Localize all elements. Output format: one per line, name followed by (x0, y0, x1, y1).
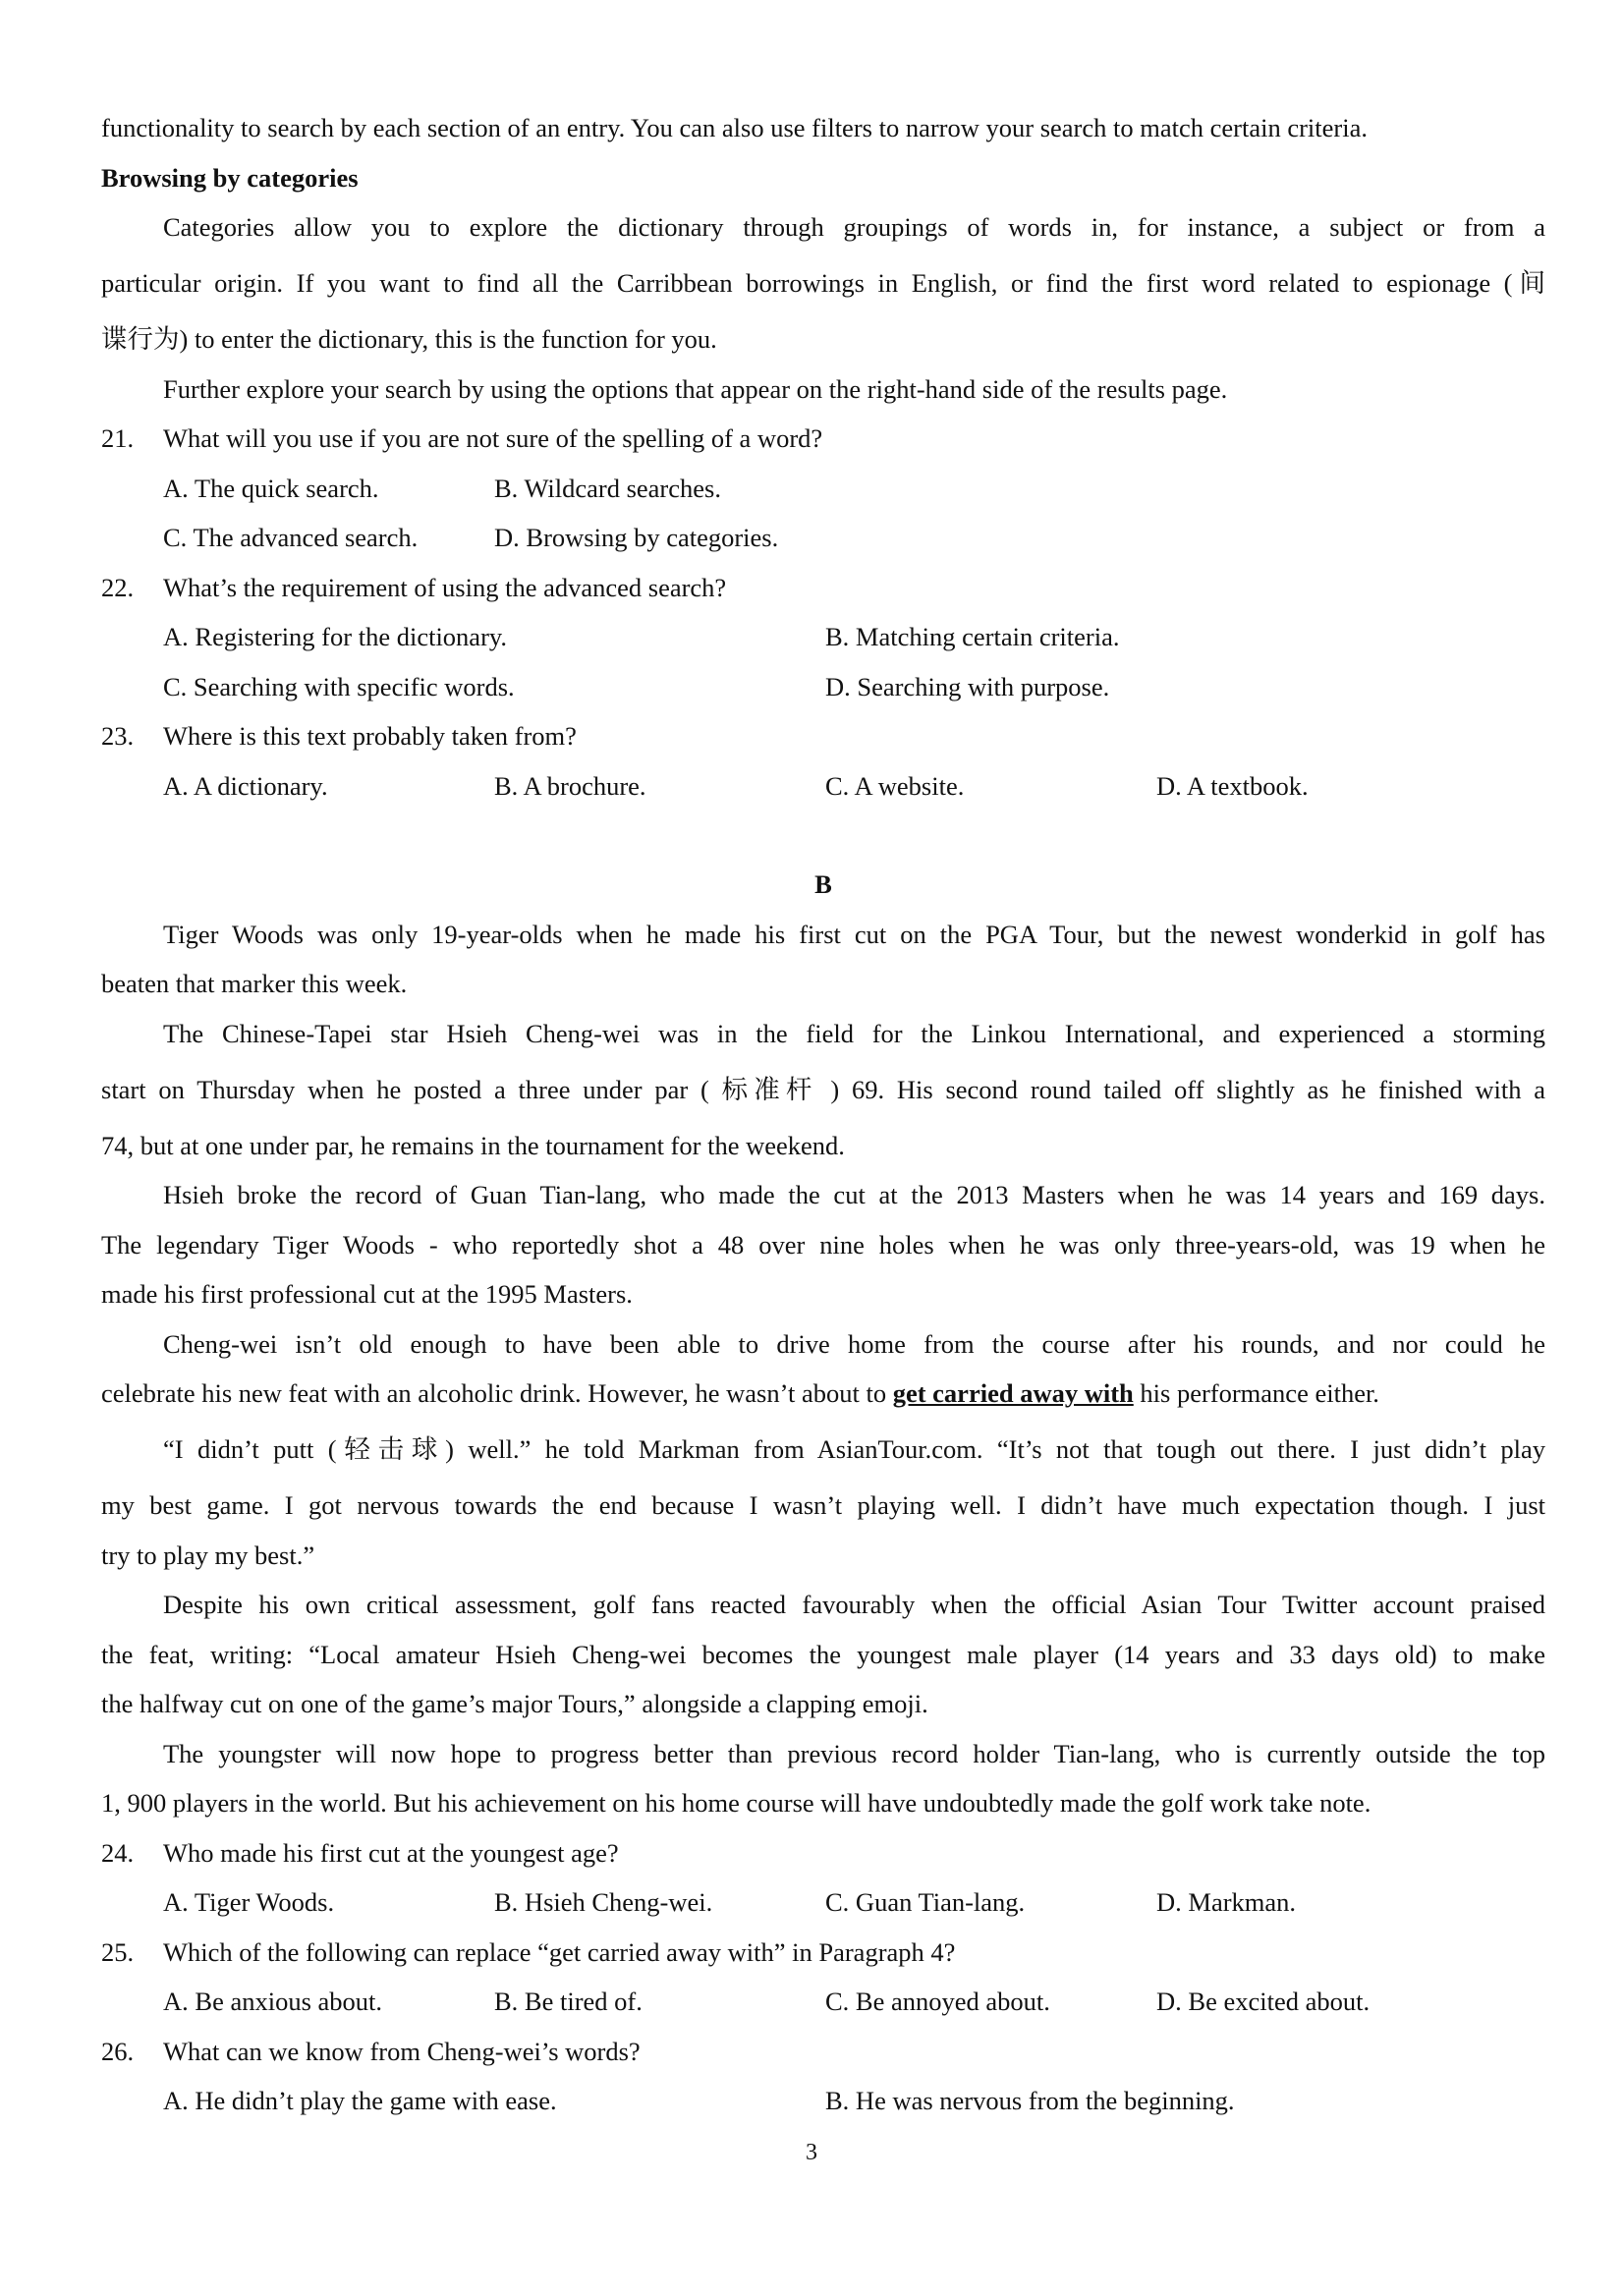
question-text: What’s the requirement of using the advanced search? (163, 572, 727, 602)
underlined-phrase: get carried away with (892, 1378, 1134, 1408)
question-22 (101, 568, 1545, 607)
options-row (101, 2081, 1545, 2120)
options-row (101, 667, 1545, 706)
question-text: What can we know from Cheng-wei’s words? (163, 2036, 641, 2066)
question-number: 22. (101, 572, 135, 602)
option-d: D. Searching with purpose. (825, 671, 1110, 701)
page-number: 3 (806, 2140, 817, 2165)
option-b: B. Be tired of. (494, 1987, 643, 2016)
option-b: B. Hsieh Cheng-wei. (494, 1887, 713, 1917)
option-c: C. The advanced search. (163, 523, 419, 552)
question-number: 26. (101, 2036, 135, 2066)
paragraph-line: the feat, writing: “Local amateur Hsieh Cheng-wei becomes the youngest male player (14 years and 33 days old) to make (101, 1639, 1545, 1669)
paragraph-line: particular origin. If you want to find all the Carribbean borrowings in English, or find the first word related to espionage (间 (101, 268, 1545, 298)
paragraph-line: The youngster will now hope to progress better than previous record holder Tian-lang, who is currently outside the top (163, 1738, 1545, 1768)
paragraph-line: Cheng-wei isn’t old enough to have been able to drive home from the course after his rounds, and nor could he (163, 1328, 1545, 1359)
paragraph-line: Hsieh broke the record of Guan Tian-lang, who made the cut at the 2013 Masters when he was 14 years and 169 days. (163, 1180, 1545, 1209)
option-b: B. Wildcard searches. (494, 473, 721, 503)
option-a: A. He didn’t play the game with ease. (163, 2086, 557, 2115)
paragraph-line: try to play my best.” (101, 1540, 315, 1570)
paragraph-line: the halfway cut on one of the game’s major Tours,” alongside a clapping emoji. (101, 1689, 928, 1718)
option-c: C. Guan Tian-lang. (825, 1887, 1026, 1917)
question-24 (101, 1833, 1545, 1873)
paragraph-line: “I didn’t putt (轻击球) well.” he told Markman from AsianTour.com. “It’s not that tough out there. I just didn’t play (163, 1434, 1545, 1464)
option-d: D. A textbook. (1156, 770, 1309, 801)
question-text: What will you use if you are not sure of the spelling of a word? (163, 423, 823, 453)
question-number: 25. (101, 1936, 135, 1967)
paragraph-line (101, 1373, 1545, 1413)
paragraph-line: Categories allow you to explore the dictionary through groupings of words in, for instance, a subject or from a (163, 212, 1545, 242)
paragraph-line: made his first professional cut at the 1995 Masters. (101, 1279, 633, 1309)
question-text: Which of the following can replace “get carried away with” in Paragraph 4? (163, 1936, 956, 1967)
paragraph-line: 谍行为) to enter the dictionary, this is the function for you. (101, 324, 717, 354)
question-number: 21. (101, 423, 135, 453)
option-d: D. Browsing by categories. (494, 523, 779, 552)
text-span: celebrate his new feat with an alcoholic drink. However, he wasn’t about to (101, 1378, 893, 1408)
question-number: 23. (101, 721, 135, 751)
paragraph-line: 1, 900 players in the world. But his achievement on his home course will have undoubtedly made the golf work take note. (101, 1788, 1371, 1818)
option-c: C. Be annoyed about. (825, 1987, 1050, 2016)
paragraph-line: Further explore your search by using the options that appear on the right-hand side of the results page. (163, 373, 1228, 404)
question-21 (101, 419, 1545, 458)
option-a: A. A dictionary. (163, 770, 328, 801)
section-title: B (814, 869, 832, 899)
text-span: his performance either. (1133, 1378, 1379, 1408)
options-row (101, 766, 1545, 806)
paragraph-line: beaten that marker this week. (101, 969, 408, 998)
question-text: Where is this text probably taken from? (163, 721, 577, 751)
option-c: C. A website. (825, 770, 965, 801)
option-a: A. The quick search. (163, 473, 379, 503)
options-row (101, 1982, 1545, 2021)
options-row (101, 469, 1545, 508)
question-23 (101, 716, 1545, 756)
option-b: B. A brochure. (494, 770, 646, 801)
paragraph-line: Despite his own critical assessment, golf fans reacted favourably when the official Asian Tour Twitter account praised (163, 1590, 1545, 1619)
option-a: A. Be anxious about. (163, 1987, 383, 2016)
paragraph-line: The Chinese-Tapei star Hsieh Cheng-wei was in the field for the Linkou International, and experienced a storming (163, 1018, 1545, 1048)
question-25 (101, 1932, 1545, 1972)
options-row (101, 617, 1545, 656)
exam-page-content (101, 108, 1545, 2120)
options-row (101, 518, 1545, 557)
paragraph-line: 74, but at one under par, he remains in the tournament for the weekend. (101, 1130, 845, 1160)
paragraph-line: The legendary Tiger Woods - who reportedly shot a 48 over nine holes when he was only three-years-old, was 19 when he (101, 1229, 1545, 1260)
options-row (101, 1882, 1545, 1922)
option-a: A. Tiger Woods. (163, 1887, 335, 1917)
question-number: 24. (101, 1837, 135, 1868)
question-26 (101, 2032, 1545, 2071)
question-text: Who made his first cut at the youngest age? (163, 1837, 619, 1868)
paragraph-line: Tiger Woods was only 19-year-olds when he made his first cut on the PGA Tour, but the newest wonderkid in golf has (163, 919, 1545, 949)
option-b: B. He was nervous from the beginning. (825, 2086, 1235, 2115)
option-b: B. Matching certain criteria. (825, 622, 1120, 651)
paragraph-line: my best game. I got nervous towards the end because I wasn’t playing well. I didn’t have much expectation though. I just (101, 1490, 1545, 1520)
option-a: A. Registering for the dictionary. (163, 622, 508, 651)
section-heading: Browsing by categories (101, 162, 359, 193)
option-d: D. Be excited about. (1156, 1987, 1371, 2016)
option-d: D. Markman. (1156, 1887, 1297, 1917)
continuation-line: functionality to search by each section of an entry. You can also use filters to narrow your search to match certain criteria. (101, 113, 1368, 142)
paragraph-line: start on Thursday when he posted a three under par ( 标准杆 ) 69. His second round tailed off slightly as he finished with a (101, 1074, 1545, 1104)
option-c: C. Searching with specific words. (163, 671, 515, 701)
